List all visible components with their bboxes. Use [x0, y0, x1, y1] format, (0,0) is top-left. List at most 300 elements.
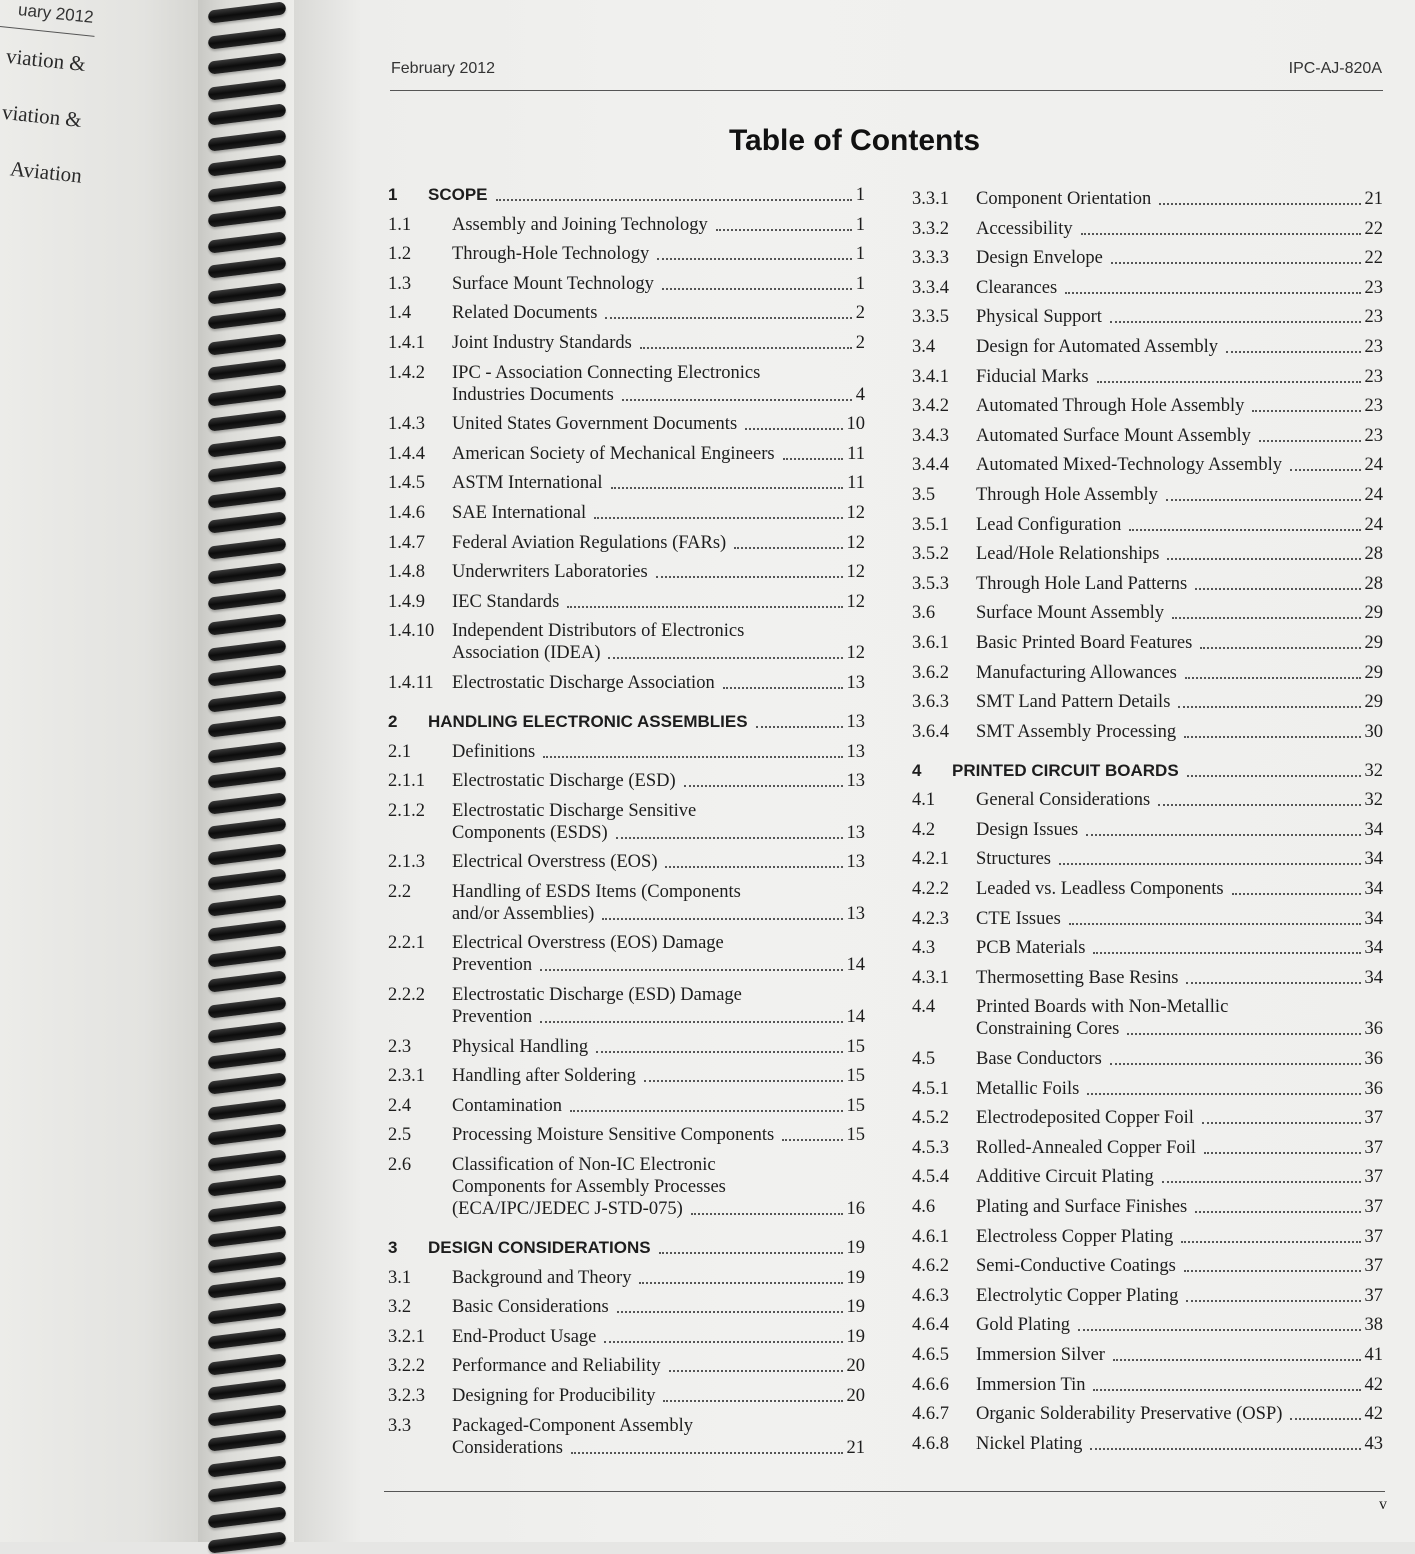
- binding-coil: [207, 231, 286, 253]
- toc-entry-title: [452, 472, 865, 494]
- toc-leader-dots: [1290, 1418, 1360, 1420]
- toc-entry-title: [976, 514, 1383, 536]
- toc-page-number: 29: [1364, 662, 1383, 683]
- toc-entry-title: [452, 214, 865, 236]
- toc-leader-dots: [1259, 440, 1361, 442]
- toc-entry[interactable]: [912, 1166, 1383, 1188]
- toc-entry-title-line: Joint Industry Standards: [452, 332, 632, 353]
- toc-entry[interactable]: [388, 984, 865, 1028]
- toc-entry[interactable]: [388, 273, 865, 295]
- binding-coil: [207, 613, 286, 635]
- toc-entry[interactable]: [388, 1065, 865, 1087]
- toc-page-number: 23: [1364, 425, 1383, 446]
- toc-entry[interactable]: [912, 1196, 1383, 1218]
- toc-leader-dots: [616, 837, 843, 839]
- toc-entry-title: [976, 908, 1383, 930]
- toc-entry[interactable]: [388, 1296, 865, 1318]
- toc-entry-title: [976, 1314, 1383, 1336]
- toc-leader-dots: [594, 517, 842, 519]
- toc-leader-dots: [669, 1370, 843, 1372]
- binding-coil: [207, 1021, 286, 1043]
- toc-entry-title: [452, 1154, 865, 1220]
- toc-entry-title: [976, 1078, 1383, 1100]
- toc-page-number: 29: [1364, 603, 1383, 624]
- toc-entry-title-line: Surface Mount Technology: [452, 273, 654, 294]
- toc-entry-number: 1.4.5: [388, 473, 425, 494]
- toc-entry[interactable]: [388, 1415, 865, 1459]
- toc-left-column: [388, 184, 865, 1459]
- toc-entry-title: [976, 1166, 1383, 1188]
- binding-coil: [207, 1531, 286, 1553]
- toc-page-number: 37: [1364, 1167, 1383, 1188]
- toc-entry-number: 3.3.5: [912, 307, 949, 328]
- toc-entry-title-line: Association (IDEA): [452, 643, 601, 664]
- toc-entry[interactable]: [912, 691, 1383, 713]
- toc-page-number: 1: [855, 185, 865, 205]
- toc-entry[interactable]: [912, 336, 1383, 358]
- toc-page-number: 34: [1364, 849, 1383, 870]
- toc-entry-title-line: Additive Circuit Plating: [976, 1167, 1154, 1188]
- toc-entry-number: 2.4: [388, 1095, 412, 1116]
- toc-entry-number: 4.5.2: [912, 1108, 949, 1129]
- binding-coil: [207, 1378, 286, 1400]
- toc-entry-title-line: Component Orientation: [976, 189, 1152, 209]
- toc-entry-title-line: Gold Plating: [976, 1315, 1071, 1336]
- toc-page-number: 24: [1364, 514, 1383, 535]
- binding-coil: [207, 537, 286, 559]
- toc-entry-number: 3.4.2: [912, 396, 949, 417]
- toc-entry-number: 2.5: [388, 1125, 412, 1146]
- binding-coil: [207, 1225, 286, 1247]
- binding-coil: [207, 1404, 286, 1426]
- toc-entry[interactable]: [388, 932, 865, 976]
- toc-entry-title-line: Assembly and Joining Technology: [452, 214, 708, 235]
- toc-entry-title-line: Organic Solderability Preservative (OSP): [976, 1404, 1283, 1425]
- toc-entry[interactable]: [912, 514, 1383, 536]
- toc-leader-dots: [1081, 233, 1361, 235]
- toc-page-number: 19: [846, 1238, 865, 1259]
- toc-leader-dots: [496, 199, 852, 201]
- toc-entry-number: 3: [388, 1238, 398, 1258]
- toc-entry-title: [452, 302, 865, 324]
- binding-coil: [207, 78, 286, 100]
- toc-entry-title: [976, 789, 1383, 811]
- toc-entry[interactable]: [388, 532, 865, 554]
- binding-coil: [207, 792, 286, 814]
- toc-entry-title: [452, 1124, 865, 1146]
- toc-entry-number: 3.2.2: [388, 1356, 425, 1377]
- toc-page-number: 11: [847, 473, 865, 494]
- toc-page-number: 14: [846, 955, 865, 976]
- toc-leader-dots: [745, 428, 842, 430]
- toc-entry[interactable]: [388, 243, 865, 265]
- toc-entry[interactable]: [388, 881, 865, 925]
- toc-page-number: 38: [1364, 1315, 1383, 1336]
- toc-leader-dots: [1069, 923, 1361, 925]
- toc-entry[interactable]: [912, 878, 1383, 900]
- toc-entry-title: [976, 484, 1383, 506]
- toc-entry-title-line: SAE International: [452, 502, 587, 523]
- toc-entry-title-line: Electrostatic Discharge Association: [452, 672, 715, 693]
- spiral-binding: [198, 0, 294, 1542]
- toc-entry-number: 4.5: [912, 1049, 936, 1070]
- toc-leader-dots: [1129, 529, 1360, 531]
- toc-entry-number: 2.1: [388, 741, 412, 762]
- toc-entry[interactable]: [912, 484, 1383, 506]
- toc-entry-title: [452, 362, 865, 406]
- toc-page-number: 23: [1364, 336, 1383, 357]
- binding-coil: [207, 996, 286, 1018]
- toc-entry-title-line: Considerations: [452, 1437, 563, 1458]
- toc-entry[interactable]: [388, 1154, 865, 1220]
- toc-entry-number: 3.2: [388, 1297, 412, 1318]
- toc-entry-title: [976, 1048, 1383, 1070]
- toc-page-number: 36: [1364, 1078, 1383, 1099]
- binding-coil: [207, 1200, 286, 1222]
- toc-entry-number: 4.3.1: [912, 967, 949, 988]
- toc-entry-title-line: Printed Boards with Non-Metallic: [976, 997, 1229, 1018]
- toc-entry-title: [452, 502, 865, 524]
- toc-entry-title: [976, 691, 1383, 713]
- toc-entry-title: [452, 881, 865, 925]
- toc-entry-number: 2.2.2: [388, 985, 425, 1006]
- binding-coil: [207, 358, 286, 380]
- toc-chapter-entry[interactable]: [388, 184, 865, 206]
- binding-coil: [207, 384, 286, 406]
- toc-entry-number: 3.6.2: [912, 662, 949, 683]
- toc-page-number: 20: [846, 1356, 865, 1377]
- toc-entry-title-line: Federal Aviation Regulations (FARs): [452, 532, 727, 553]
- toc-entry-title-line: ASTM International: [452, 473, 603, 494]
- toc-entry-title-line: Handling of ESDS Items (Components: [452, 881, 741, 902]
- toc-entry[interactable]: [388, 502, 865, 524]
- binding-coil: [207, 1455, 286, 1477]
- left-page-line: Aviation: [8, 156, 84, 188]
- toc-entry-number: 1.1: [388, 214, 412, 235]
- toc-entry-number: 1.4.6: [388, 502, 425, 523]
- toc-entry-number: 1.3: [388, 273, 412, 294]
- toc-leader-dots: [1093, 952, 1360, 954]
- toc-page-number: 21: [1364, 189, 1383, 209]
- toc-entry[interactable]: [912, 819, 1383, 841]
- toc-entry[interactable]: [388, 800, 865, 844]
- binding-coil: [207, 333, 286, 355]
- toc-leader-dots: [716, 229, 852, 231]
- toc-entry[interactable]: [912, 188, 1383, 210]
- toc-entry[interactable]: [912, 1226, 1383, 1248]
- toc-entry[interactable]: [388, 620, 865, 664]
- toc-entry-title: [976, 1196, 1383, 1218]
- toc-entry[interactable]: [912, 602, 1383, 624]
- toc-entry-title-line: Nickel Plating: [976, 1433, 1083, 1454]
- toc-entry[interactable]: [912, 789, 1383, 811]
- toc-leader-dots: [1127, 1033, 1360, 1035]
- toc-chapter-entry[interactable]: [912, 760, 1383, 782]
- toc-entry[interactable]: [912, 306, 1383, 328]
- toc-entry[interactable]: [388, 1385, 865, 1407]
- toc-entry[interactable]: [388, 1095, 865, 1117]
- toc-entry-title-line: IPC - Association Connecting Electronics: [452, 362, 761, 383]
- toc-entry-title-line: Lead Configuration: [976, 514, 1122, 535]
- toc-entry[interactable]: [388, 851, 865, 873]
- toc-entry[interactable]: [388, 1326, 865, 1348]
- toc-entry[interactable]: [912, 1107, 1383, 1129]
- toc-entry-title-line: Prevention: [452, 1007, 533, 1028]
- toc-entry-number: 3.3.4: [912, 277, 949, 298]
- toc-entry[interactable]: [912, 454, 1383, 476]
- toc-entry[interactable]: [912, 908, 1383, 930]
- binding-coil: [207, 1429, 286, 1451]
- toc-entry-number: 2.6: [388, 1155, 412, 1176]
- toc-page-number: 14: [846, 1007, 865, 1028]
- toc-entry[interactable]: [912, 247, 1383, 269]
- binding-coil: [207, 817, 286, 839]
- toc-entry-title: [976, 425, 1383, 447]
- toc-entry[interactable]: [388, 413, 865, 435]
- toc-entry[interactable]: [912, 1314, 1383, 1336]
- binding-coil: [207, 741, 286, 763]
- toc-leader-dots: [1110, 321, 1361, 323]
- toc-entry-title-line: Processing Moisture Sensitive Components: [452, 1125, 775, 1146]
- toc-entry[interactable]: [912, 425, 1383, 447]
- toc-entry-number: 3.5: [912, 484, 936, 505]
- toc-entry[interactable]: [388, 770, 865, 792]
- toc-entry-title-line: Designing for Producibility: [452, 1386, 656, 1406]
- toc-entry[interactable]: [388, 472, 865, 494]
- toc-page-number: 2: [855, 332, 865, 353]
- toc-entry[interactable]: [912, 848, 1383, 870]
- toc-entry[interactable]: [912, 721, 1383, 743]
- toc-page-number: 13: [846, 822, 865, 843]
- toc-leader-dots: [656, 576, 843, 578]
- toc-page-number: 4: [855, 384, 865, 405]
- toc-entry-title: [452, 243, 865, 265]
- toc-entry-number: 4.5.1: [912, 1078, 949, 1099]
- toc-entry-title-line: Performance and Reliability: [452, 1356, 661, 1377]
- header-rule: [390, 90, 1383, 91]
- toc-entry[interactable]: [388, 1036, 865, 1058]
- toc-leader-dots: [567, 606, 842, 608]
- toc-chapter-entry[interactable]: [388, 711, 865, 733]
- toc-entry-title-line: SMT Land Pattern Details: [976, 692, 1171, 713]
- toc-page-number: 28: [1364, 573, 1383, 594]
- binding-coil: [207, 486, 286, 508]
- toc-entry[interactable]: [912, 1048, 1383, 1070]
- toc-page-number: 34: [1364, 967, 1383, 988]
- toc-entry-number: 3.6.4: [912, 721, 949, 742]
- toc-entry-title: [452, 1065, 865, 1087]
- toc-entry-title-line: Background and Theory: [452, 1267, 632, 1288]
- toc-entry-number: 3.1: [388, 1267, 412, 1288]
- toc-entry-number: 4.3: [912, 938, 936, 959]
- toc-entry[interactable]: [912, 937, 1383, 959]
- toc-page-number: 34: [1364, 819, 1383, 840]
- toc-leader-dots: [723, 687, 843, 689]
- toc-entry[interactable]: [388, 332, 865, 354]
- toc-entry[interactable]: [388, 741, 865, 763]
- toc-entry-title: [976, 543, 1383, 565]
- toc-entry-number: 3.6.3: [912, 692, 949, 713]
- toc-leader-dots: [756, 726, 843, 728]
- binding-coil: [207, 894, 286, 916]
- toc-page-number: 12: [846, 502, 865, 523]
- toc-entry-number: 3.6: [912, 603, 936, 624]
- toc-page-number: 16: [846, 1199, 865, 1220]
- toc-entry[interactable]: [388, 443, 865, 465]
- toc-page-number: 20: [846, 1386, 865, 1406]
- toc-entry-title: [976, 632, 1383, 654]
- toc-leader-dots: [1184, 736, 1360, 738]
- toc-page-number: 34: [1364, 908, 1383, 929]
- toc-entry-title: [976, 721, 1383, 743]
- toc-entry-title-line: Physical Handling: [452, 1036, 589, 1057]
- toc-entry[interactable]: [912, 1433, 1383, 1455]
- toc-chapter-entry[interactable]: [388, 1237, 865, 1259]
- toc-page-number: 15: [846, 1125, 865, 1146]
- left-page-line: viation &: [5, 43, 88, 77]
- toc-leader-dots: [1184, 1270, 1361, 1272]
- toc-entry-title: [976, 1137, 1383, 1159]
- toc-page-number: 1: [855, 244, 865, 265]
- footer-rule: [384, 1491, 1385, 1492]
- toc-leader-dots: [1185, 677, 1361, 679]
- toc-entry-title-line: Physical Support: [976, 307, 1102, 328]
- toc-leader-dots: [659, 1252, 843, 1254]
- toc-leader-dots: [657, 258, 852, 260]
- toc-entry[interactable]: [912, 1374, 1383, 1396]
- toc-entry[interactable]: [388, 214, 865, 236]
- toc-page-number: 10: [846, 414, 865, 435]
- toc-entry-title: [976, 277, 1383, 299]
- toc-entry-number: 3.5.1: [912, 514, 949, 535]
- toc-entry[interactable]: [912, 662, 1383, 684]
- toc-page-number: 23: [1364, 366, 1383, 387]
- binding-coil: [207, 1174, 286, 1196]
- toc-entry-title: [976, 454, 1383, 476]
- toc-entry[interactable]: [912, 1344, 1383, 1366]
- toc-entry[interactable]: [912, 277, 1383, 299]
- binding-coil: [207, 282, 286, 304]
- toc-entry-title-line: Electrical Overstress (EOS): [452, 852, 658, 873]
- toc-page-number: 21: [846, 1437, 865, 1458]
- toc-entry[interactable]: [912, 366, 1383, 388]
- toc-entry[interactable]: [912, 573, 1383, 595]
- toc-page-number: 1: [855, 273, 865, 294]
- toc-entry-title: [428, 184, 865, 206]
- binding-coil: [207, 1149, 286, 1171]
- binding-coil: [207, 409, 286, 431]
- toc-entry[interactable]: [912, 218, 1383, 240]
- toc-leader-dots: [1200, 647, 1360, 649]
- toc-entry[interactable]: [388, 591, 865, 613]
- toc-entry-title-line: (ECA/IPC/JEDEC J-STD-075): [452, 1199, 683, 1220]
- toc-entry[interactable]: [912, 1078, 1383, 1100]
- toc-entry[interactable]: [388, 362, 865, 406]
- toc-leader-dots: [1078, 1329, 1360, 1331]
- toc-entry-title: [976, 1344, 1383, 1366]
- toc-page-number: 13: [846, 771, 865, 792]
- toc-entry-title-line: Automated Mixed-Technology Assembly: [976, 455, 1282, 476]
- binding-coil: [207, 1072, 286, 1094]
- toc-entry-title: [452, 800, 865, 844]
- toc-page-number: 37: [1364, 1226, 1383, 1247]
- toc-entry-title: [976, 967, 1383, 989]
- toc-entry[interactable]: [912, 1285, 1383, 1307]
- toc-leader-dots: [1090, 1448, 1360, 1450]
- toc-entry-title: [976, 366, 1383, 388]
- toc-page-number: 12: [846, 643, 865, 664]
- toc-entry[interactable]: [388, 302, 865, 324]
- toc-entry-title: [452, 1296, 865, 1318]
- toc-page-number: 24: [1364, 455, 1383, 476]
- toc-leader-dots: [1290, 469, 1361, 471]
- toc-entry[interactable]: [912, 632, 1383, 654]
- toc-leader-dots: [1113, 1359, 1361, 1361]
- toc-entry[interactable]: [912, 1137, 1383, 1159]
- toc-entry-title-line: Classification of Non-IC Electronic: [452, 1155, 716, 1176]
- toc-entry-title: [976, 1255, 1383, 1277]
- toc-entry-title-line: Electrostatic Discharge (ESD) Damage: [452, 985, 742, 1006]
- toc-entry-number: 3.5.2: [912, 544, 949, 565]
- toc-entry-title: [976, 602, 1383, 624]
- toc-entry-number: 1.4.9: [388, 591, 425, 612]
- toc-entry-title-line: HANDLING ELECTRONIC ASSEMBLIES: [428, 711, 748, 731]
- toc-page-number: 37: [1364, 1285, 1383, 1306]
- toc-entry[interactable]: [388, 1267, 865, 1289]
- toc-leader-dots: [622, 399, 852, 401]
- toc-entry-title-line: Electrodeposited Copper Foil: [976, 1108, 1194, 1129]
- toc-entry[interactable]: [388, 1124, 865, 1146]
- toc-entry[interactable]: [388, 561, 865, 583]
- binding-coil: [207, 562, 286, 584]
- toc-entry[interactable]: [912, 996, 1383, 1040]
- toc-entry-title-line: Basic Considerations: [452, 1297, 609, 1318]
- binding-coil: [207, 1123, 286, 1145]
- binding-coil: [207, 1327, 286, 1349]
- toc-page-number: 11: [847, 443, 865, 464]
- toc-page-number: 19: [846, 1267, 865, 1288]
- toc-entry[interactable]: [912, 395, 1383, 417]
- toc-entry-number: 3.6.1: [912, 632, 949, 653]
- toc-entry-title: [452, 443, 865, 465]
- toc-page-number: 42: [1364, 1404, 1383, 1425]
- binding-coil: [207, 435, 286, 457]
- toc-entry-title-line: Immersion Tin: [976, 1374, 1086, 1395]
- toc-page-number: 15: [846, 1095, 865, 1116]
- toc-leader-dots: [1202, 1122, 1361, 1124]
- toc-page-number: 34: [1364, 879, 1383, 900]
- toc-entry[interactable]: [388, 672, 865, 694]
- toc-page-number: 12: [846, 562, 865, 583]
- toc-entry[interactable]: [912, 543, 1383, 565]
- toc-entry-title-line: Metallic Foils: [976, 1078, 1080, 1099]
- toc-entry-number: 3.3.3: [912, 248, 949, 269]
- toc-entry[interactable]: [388, 1355, 865, 1377]
- toc-entry-title-line: and/or Assemblies): [452, 903, 595, 924]
- toc-leader-dots: [1086, 834, 1360, 836]
- toc-entry-title: [452, 620, 865, 664]
- toc-leader-dots: [543, 756, 842, 758]
- toc-entry-title-line: Electrolytic Copper Plating: [976, 1285, 1179, 1306]
- toc-page-number: 29: [1364, 692, 1383, 713]
- toc-entry-title-line: Electroless Copper Plating: [976, 1226, 1174, 1247]
- toc-entry-title-line: PRINTED CIRCUIT BOARDS: [952, 760, 1179, 780]
- toc-leader-dots: [684, 785, 843, 787]
- toc-entry[interactable]: [912, 967, 1383, 989]
- toc-entry-number: 2.1.1: [388, 771, 425, 792]
- toc-entry[interactable]: [912, 1255, 1383, 1277]
- toc-entry[interactable]: [912, 1403, 1383, 1425]
